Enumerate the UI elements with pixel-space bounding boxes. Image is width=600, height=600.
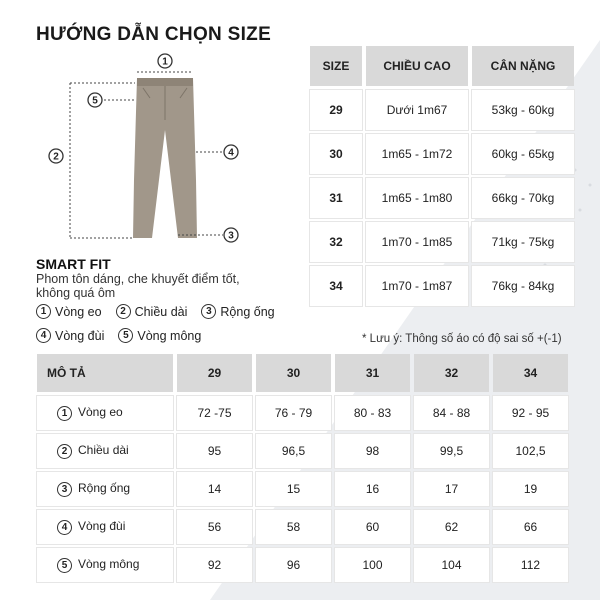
height-cell: 1m70 - 1m85 [366, 222, 468, 262]
value-cell: 84 - 88 [414, 396, 489, 430]
value-cell: 58 [256, 510, 331, 544]
value-cell: 16 [335, 472, 410, 506]
value-cell: 15 [256, 472, 331, 506]
number-2-icon: 2 [57, 444, 72, 459]
legend-item [118, 328, 201, 343]
description-label: Chiều dài [78, 443, 129, 458]
size-cell: 29 [310, 90, 362, 130]
header-height: CHIỀU CAO [366, 46, 468, 86]
value-cell: 19 [493, 472, 568, 506]
description-label: Vòng eo [78, 405, 123, 420]
value-cell: 112 [493, 548, 568, 582]
legend-label: Chiều dài [134, 304, 188, 319]
value-cell: 66 [493, 510, 568, 544]
height-cell: 1m65 - 1m80 [366, 178, 468, 218]
table-row [37, 472, 568, 506]
tolerance-note: * Lưu ý: Thông số áo có độ sai số +(-1) [362, 333, 562, 345]
size-cell: 30 [310, 134, 362, 174]
value-cell: 104 [414, 548, 489, 582]
table-row [310, 266, 574, 306]
legend-label: Rộng ống [220, 304, 275, 319]
pants-diagram [40, 50, 260, 250]
height-cell: Dưới 1m67 [366, 90, 468, 130]
description-cell [37, 472, 173, 506]
pants-image [133, 78, 197, 238]
number-3-icon: 3 [201, 304, 216, 319]
description-label: Rộng ống [78, 481, 131, 496]
value-cell: 100 [335, 548, 410, 582]
value-cell: 99,5 [414, 434, 489, 468]
header-size: SIZE [310, 46, 362, 86]
description-cell [37, 548, 173, 582]
marker-1 [158, 54, 172, 68]
legend-item [116, 304, 188, 319]
size-table [306, 42, 578, 310]
table-row [37, 396, 568, 430]
size-cell: 34 [310, 266, 362, 306]
value-cell: 14 [177, 472, 252, 506]
number-3-icon: 3 [57, 482, 72, 497]
value-cell: 62 [414, 510, 489, 544]
marker-3 [224, 228, 238, 242]
page-title: HƯỚNG DẪN CHỌN SIZE [36, 24, 272, 45]
measurement-table [33, 350, 572, 586]
marker-2 [49, 149, 63, 163]
table-row [310, 222, 574, 262]
value-cell: 72 -75 [177, 396, 252, 430]
value-cell: 96,5 [256, 434, 331, 468]
header-weight: CÂN NẶNG [472, 46, 574, 86]
number-2-icon: 2 [116, 304, 131, 319]
table-row [310, 134, 574, 174]
value-cell: 92 - 95 [493, 396, 568, 430]
value-cell: 17 [414, 472, 489, 506]
value-cell: 56 [177, 510, 252, 544]
header-size-30: 30 [256, 354, 331, 392]
value-cell: 95 [177, 434, 252, 468]
weight-cell: 60kg - 65kg [472, 134, 574, 174]
table-row [310, 90, 574, 130]
marker-5 [88, 93, 102, 107]
header-description: MÔ TẢ [37, 354, 173, 392]
table-row [37, 510, 568, 544]
number-4-icon: 4 [57, 520, 72, 535]
number-1-icon: 1 [57, 406, 72, 421]
weight-cell: 53kg - 60kg [472, 90, 574, 130]
value-cell: 102,5 [493, 434, 568, 468]
value-cell: 80 - 83 [335, 396, 410, 430]
value-cell: 92 [177, 548, 252, 582]
description-label: Vòng đùi [78, 519, 126, 534]
number-5-icon: 5 [57, 558, 72, 573]
header-size-31: 31 [335, 354, 410, 392]
description-cell [37, 510, 173, 544]
height-cell: 1m70 - 1m87 [366, 266, 468, 306]
header-size-32: 32 [414, 354, 489, 392]
value-cell: 96 [256, 548, 331, 582]
number-1-icon: 1 [36, 304, 51, 319]
svg-text:5: 5 [92, 95, 98, 107]
table-row [310, 178, 574, 218]
value-cell: 76 - 79 [256, 396, 331, 430]
svg-text:2: 2 [53, 151, 59, 163]
marker-4 [224, 145, 238, 159]
size-cell: 31 [310, 178, 362, 218]
value-cell: 98 [335, 434, 410, 468]
table-row [37, 434, 568, 468]
legend-item [36, 304, 102, 319]
weight-cell: 71kg - 75kg [472, 222, 574, 262]
header-size-29: 29 [177, 354, 252, 392]
value-cell: 60 [335, 510, 410, 544]
legend-label: Vòng eo [55, 304, 102, 319]
header-size-34: 34 [493, 354, 568, 392]
svg-text:3: 3 [228, 230, 234, 242]
number-5-icon: 5 [118, 328, 133, 343]
legend-label: Vòng mông [137, 328, 202, 343]
description-cell [37, 434, 173, 468]
description-cell [37, 396, 173, 430]
weight-cell: 66kg - 70kg [472, 178, 574, 218]
svg-text:1: 1 [162, 56, 168, 68]
size-cell: 32 [310, 222, 362, 262]
legend-item [201, 304, 274, 319]
svg-text:4: 4 [228, 147, 234, 159]
description-label: Vòng mông [78, 557, 140, 572]
measurement-legend [36, 304, 275, 352]
table-row [37, 548, 568, 582]
height-cell: 1m65 - 1m72 [366, 134, 468, 174]
legend-item [36, 328, 104, 343]
fit-description: Phom tôn dáng, che khuyết điểm tốt, không quá ôm [36, 272, 240, 300]
fit-title: SMART FIT [36, 256, 111, 272]
legend-label: Vòng đùi [55, 328, 105, 343]
weight-cell: 76kg - 84kg [472, 266, 574, 306]
number-4-icon: 4 [36, 328, 51, 343]
